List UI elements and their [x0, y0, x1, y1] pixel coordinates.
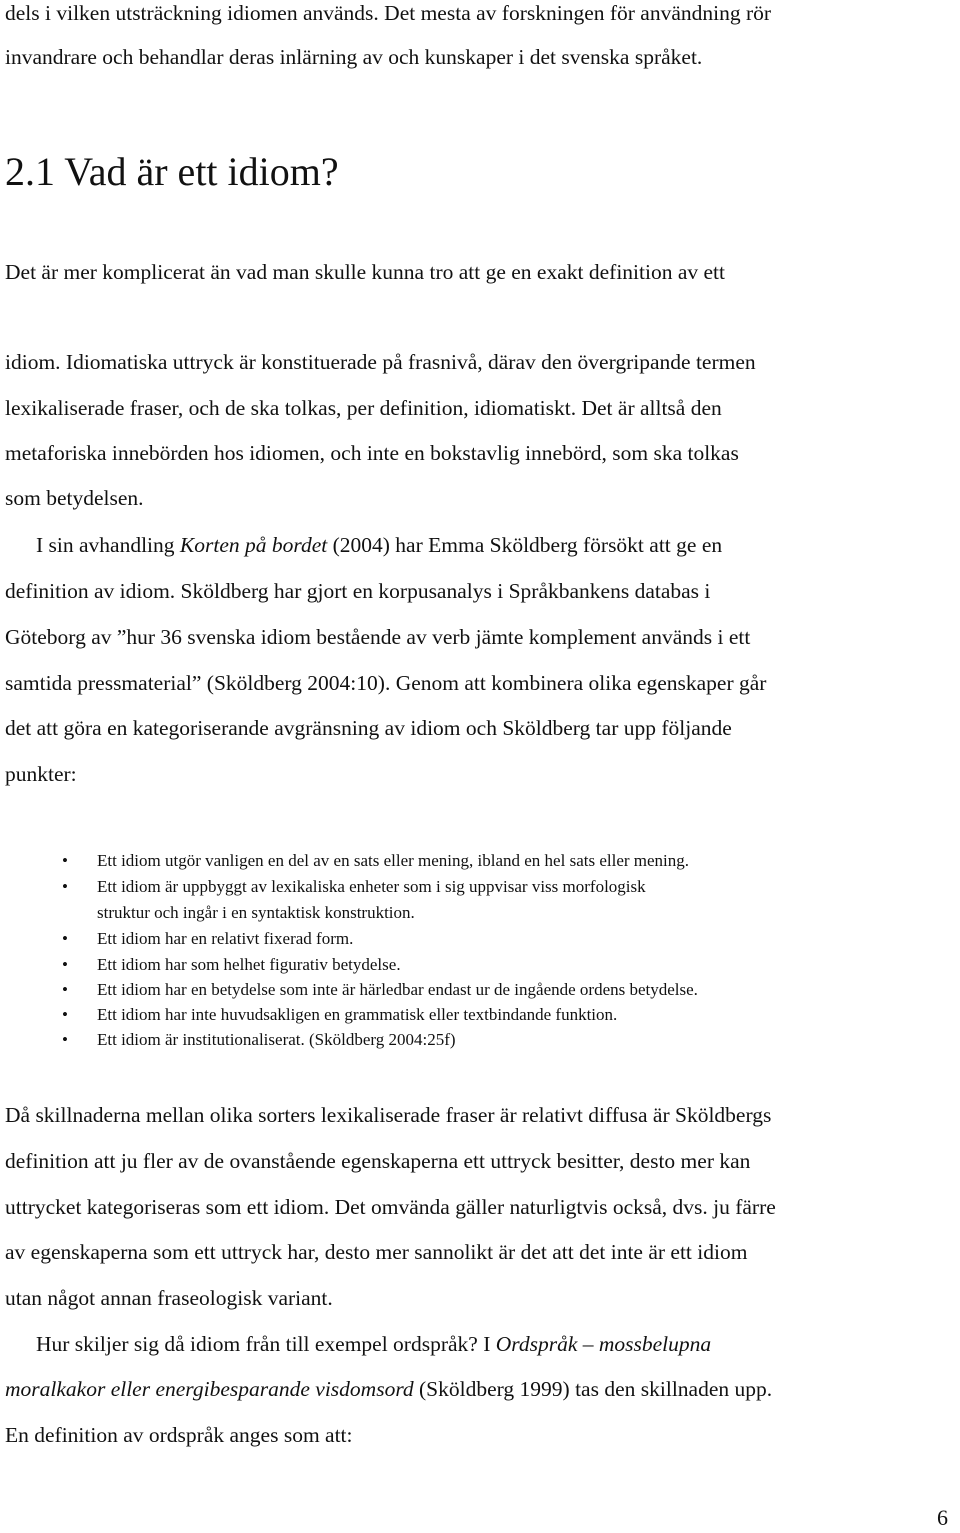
- list-item: Ett idiom har inte huvudsakligen en grammatisk eller textbindande funktion.: [97, 1005, 618, 1024]
- body-text-line: Då skillnaderna mellan olika sorters lexikaliserade fraser är relativt diffusa är Sköldbergs: [5, 1103, 772, 1127]
- bullet-marker: •: [62, 1005, 68, 1024]
- body-text-line: av egenskaperna som ett uttryck har, desto mer sannolikt är det att det inte är ett idiom: [5, 1240, 748, 1264]
- text-span: (2004) har Emma Sköldberg försökt att ge en: [327, 533, 723, 557]
- body-text-line: samtida pressmaterial” (Sköldberg 2004:10). Genom att kombinera olika egenskaper går: [5, 671, 767, 695]
- body-text-line: lexikaliserade fraser, och de ska tolkas, per definition, idiomatiskt. Det är alltså den: [5, 396, 722, 420]
- bullet-marker: •: [62, 929, 68, 948]
- body-text-line: dels i vilken utsträckning idiomen används. Det mesta av forskningen för användning rör: [5, 1, 772, 25]
- body-text-line: invandrare och behandlar deras inlärning av och kunskaper i det svenska språket.: [5, 45, 703, 69]
- body-text-line: En definition av ordspråk anges som att:: [5, 1423, 353, 1447]
- list-item-continuation: struktur och ingår i en syntaktisk konstruktion.: [97, 903, 415, 922]
- list-item: Ett idiom utgör vanligen en del av en sats eller mening, ibland en hel sats eller mening.: [97, 851, 690, 870]
- body-text-line: uttrycket kategoriseras som ett idiom. Det omvända gäller naturligtvis också, dvs. ju färre: [5, 1195, 776, 1219]
- text-span: Hur skiljer sig då idiom från till exempel ordspråk? I: [36, 1332, 496, 1356]
- body-text-line: definition av idiom. Sköldberg har gjort en korpusanalys i Språkbankens databas i: [5, 579, 711, 603]
- bullet-marker: •: [62, 877, 68, 896]
- book-title: Korten på bordet: [179, 533, 328, 557]
- body-text-line: punkter:: [5, 762, 77, 786]
- list-item: Ett idiom är institutionaliserat. (Sköldberg 2004:25f): [97, 1030, 456, 1049]
- body-text-line: [5, 1376, 772, 1402]
- book-title: moralkakor eller energibesparande visdomsord: [5, 1377, 414, 1401]
- list-item: Ett idiom har en relativt fixerad form.: [97, 929, 354, 948]
- body-text-line: definition att ju fler av de ovanstående egenskaperna ett uttryck besitter, desto mer kan: [5, 1149, 751, 1173]
- section-heading: 2.1 Vad är ett idiom?: [5, 149, 339, 194]
- text-span: I sin avhandling: [36, 533, 180, 557]
- body-text-line: Det är mer komplicerat än vad man skulle kunna tro att ge en exakt definition av ett: [5, 260, 725, 284]
- book-title: Ordspråk – mossbelupna: [495, 1332, 712, 1356]
- bullet-marker: •: [62, 1030, 68, 1049]
- bullet-marker: •: [62, 955, 68, 974]
- list-item: Ett idiom är uppbyggt av lexikaliska enheter som i sig uppvisar viss morfologisk: [97, 877, 646, 896]
- body-text-line: metaforiska innebörden hos idiomen, och inte en bokstavlig innebörd, som ska tolkas: [5, 441, 739, 465]
- body-text-line: Göteborg av ”hur 36 svenska idiom bestående av verb jämte komplement används i ett: [5, 625, 751, 649]
- body-text-line: som betydelsen.: [5, 486, 144, 510]
- body-text-line: utan något annan fraseologisk variant.: [5, 1286, 333, 1310]
- list-item: Ett idiom har en betydelse som inte är härledbar endast ur de ingående ordens betydelse.: [97, 980, 698, 999]
- bullet-marker: •: [62, 980, 68, 999]
- list-item: Ett idiom har som helhet figurativ betydelse.: [97, 955, 401, 974]
- body-text-line: [36, 532, 722, 558]
- page-number: 6: [937, 1505, 948, 1530]
- bullet-marker: •: [62, 851, 68, 870]
- body-text-line: [36, 1331, 711, 1357]
- body-text-line: det att göra en kategoriserande avgränsning av idiom och Sköldberg tar upp följande: [5, 716, 732, 740]
- text-span: (Sköldberg 1999) tas den skillnaden upp.: [413, 1377, 773, 1401]
- body-text-line: idiom. Idiomatiska uttryck är konstituerade på frasnivå, därav den övergripande termen: [5, 350, 756, 374]
